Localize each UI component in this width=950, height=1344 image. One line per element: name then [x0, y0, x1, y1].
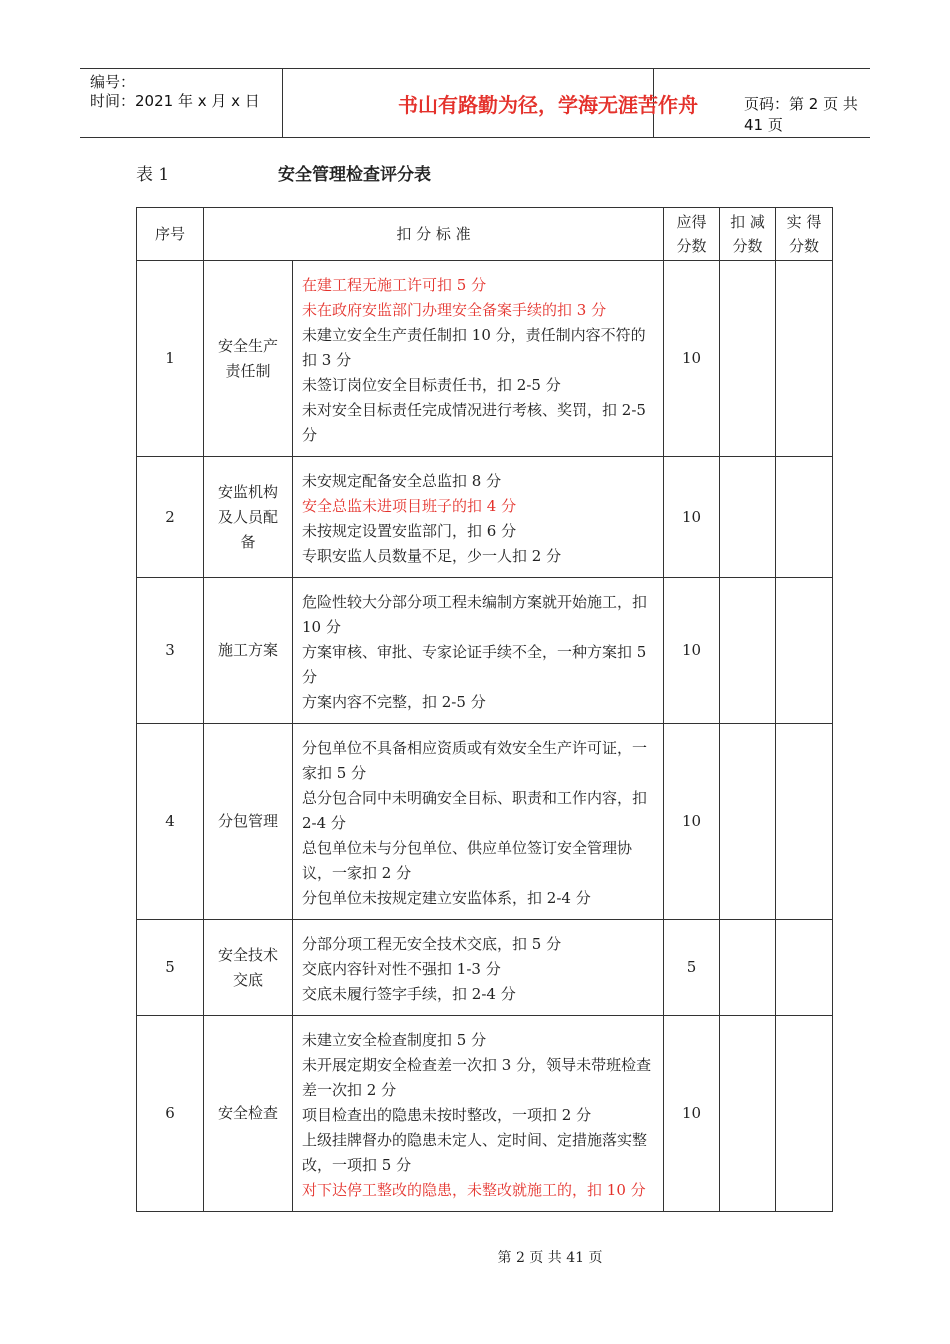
row-item-name: 安监机构及人员配备 — [204, 457, 293, 578]
header-meta — [90, 73, 260, 111]
criteria-line: 未安规定配备安全总监扣 8 分 — [302, 472, 502, 490]
header-divider — [282, 69, 283, 137]
header-criteria: 扣 分 标 准 — [204, 208, 664, 261]
table-header-row — [137, 208, 833, 261]
header-deduct-line2: 分数 — [732, 237, 763, 255]
page-header — [80, 68, 870, 138]
row-deduct-score — [720, 578, 776, 724]
table-row — [137, 578, 833, 724]
row-criteria — [293, 261, 664, 457]
row-due-score: 10 — [664, 1016, 720, 1212]
criteria-line: 未在政府安监部门办理安全备案手续的扣 3 分 — [302, 301, 607, 319]
row-seq: 6 — [137, 1016, 204, 1212]
criteria-line: 总包单位未与分包单位、供应单位签订安全管理协议，一家扣 2 分 — [302, 839, 633, 882]
row-due-score: 10 — [664, 724, 720, 920]
row-deduct-score — [720, 920, 776, 1016]
row-criteria — [293, 578, 664, 724]
safety-scoring-table — [136, 207, 833, 1212]
row-item-name: 安全技术交底 — [204, 920, 293, 1016]
row-seq: 2 — [137, 457, 204, 578]
criteria-line: 安全总监未进项目班子的扣 4 分 — [302, 497, 517, 515]
criteria-line: 未建立安全检查制度扣 5 分 — [302, 1031, 487, 1049]
criteria-line: 专职安监人员数量不足，少一人扣 2 分 — [302, 547, 562, 565]
row-deduct-score — [720, 457, 776, 578]
header-actual-score — [776, 208, 833, 261]
criteria-line: 总分包合同中未明确安全目标、职责和工作内容，扣 2-4 分 — [302, 789, 648, 832]
table-row — [137, 724, 833, 920]
table-row — [137, 457, 833, 578]
table-title: 安全管理检查评分表 — [278, 165, 431, 185]
header-page-info: 页码：第 2 页 共 41 页 — [744, 95, 858, 134]
row-actual-score — [776, 261, 833, 457]
criteria-line: 方案内容不完整，扣 2-5 分 — [302, 693, 486, 711]
criteria-line: 上级挂牌督办的隐患未定人、定时间、定措施落实整改，一项扣 5 分 — [302, 1131, 648, 1174]
table-number: 表 1 — [136, 165, 170, 185]
header-deduct-score — [720, 208, 776, 261]
row-seq: 4 — [137, 724, 204, 920]
criteria-line: 在建工程无施工许可扣 5 分 — [302, 276, 487, 294]
row-item-name: 施工方案 — [204, 578, 293, 724]
row-due-score: 10 — [664, 578, 720, 724]
row-item-name: 分包管理 — [204, 724, 293, 920]
criteria-line: 分部分项工程无安全技术交底，扣 5 分 — [302, 935, 562, 953]
criteria-line: 交底内容针对性不强扣 1-3 分 — [302, 960, 501, 978]
table-caption — [136, 160, 431, 185]
row-due-score: 10 — [664, 457, 720, 578]
criteria-line: 分包单位不具备相应资质或有效安全生产许可证，一家扣 5 分 — [302, 739, 648, 782]
table-row — [137, 920, 833, 1016]
row-criteria — [293, 457, 664, 578]
header-due-line1: 应得 — [676, 213, 707, 231]
footer-page-number: 第 2 页 共 41 页 — [497, 1250, 603, 1266]
row-criteria — [293, 1016, 664, 1212]
criteria-line: 未签订岗位安全目标责任书，扣 2-5 分 — [302, 376, 561, 394]
header-actual-line2: 分数 — [788, 237, 819, 255]
row-criteria — [293, 724, 664, 920]
row-actual-score — [776, 1016, 833, 1212]
row-deduct-score — [720, 1016, 776, 1212]
row-deduct-score — [720, 724, 776, 920]
criteria-line: 方案审核、审批、专家论证手续不全，一种方案扣 5 分 — [302, 643, 647, 686]
criteria-line: 交底未履行签字手续，扣 2-4 分 — [302, 985, 516, 1003]
criteria-line: 分包单位未按规定建立安监体系，扣 2-4 分 — [302, 889, 591, 907]
criteria-line: 未建立安全生产责任制扣 10 分，责任制内容不符的扣 3 分 — [302, 326, 646, 369]
row-due-score: 10 — [664, 261, 720, 457]
page-footer — [0, 1247, 950, 1267]
criteria-line: 对下达停工整改的隐患，未整改就施工的，扣 10 分 — [302, 1181, 646, 1199]
row-seq: 5 — [137, 920, 204, 1016]
table-row — [137, 1016, 833, 1212]
header-motto: 书山有路勤为径，学海无涯苦作舟 — [398, 93, 698, 117]
doc-number-label: 编号： — [90, 73, 136, 91]
row-actual-score — [776, 724, 833, 920]
row-criteria — [293, 920, 664, 1016]
criteria-line: 未对安全目标责任完成情况进行考核、奖罚，扣 2-5 分 — [302, 401, 646, 444]
row-actual-score — [776, 920, 833, 1016]
criteria-line: 项目检查出的隐患未按时整改，一项扣 2 分 — [302, 1106, 592, 1124]
row-deduct-score — [720, 261, 776, 457]
header-deduct-line1: 扣 减 — [730, 213, 765, 231]
header-actual-line1: 实 得 — [786, 213, 822, 231]
header-due-score — [664, 208, 720, 261]
row-seq: 1 — [137, 261, 204, 457]
row-seq: 3 — [137, 578, 204, 724]
table-row — [137, 261, 833, 457]
header-seq: 序号 — [137, 208, 204, 261]
header-due-line2: 分数 — [676, 237, 707, 255]
criteria-line: 未开展定期安全检查差一次扣 3 分，领导未带班检查差一次扣 2 分 — [302, 1056, 652, 1099]
row-actual-score — [776, 457, 833, 578]
doc-time-label: 时间：2021 年 x 月 x 日 — [90, 92, 260, 110]
row-item-name: 安全检查 — [204, 1016, 293, 1212]
row-due-score: 5 — [664, 920, 720, 1016]
row-item-name: 安全生产责任制 — [204, 261, 293, 457]
criteria-line: 未按规定设置安监部门，扣 6 分 — [302, 522, 517, 540]
criteria-line: 危险性较大分部分项工程未编制方案就开始施工，扣 10 分 — [302, 593, 648, 636]
row-actual-score — [776, 578, 833, 724]
